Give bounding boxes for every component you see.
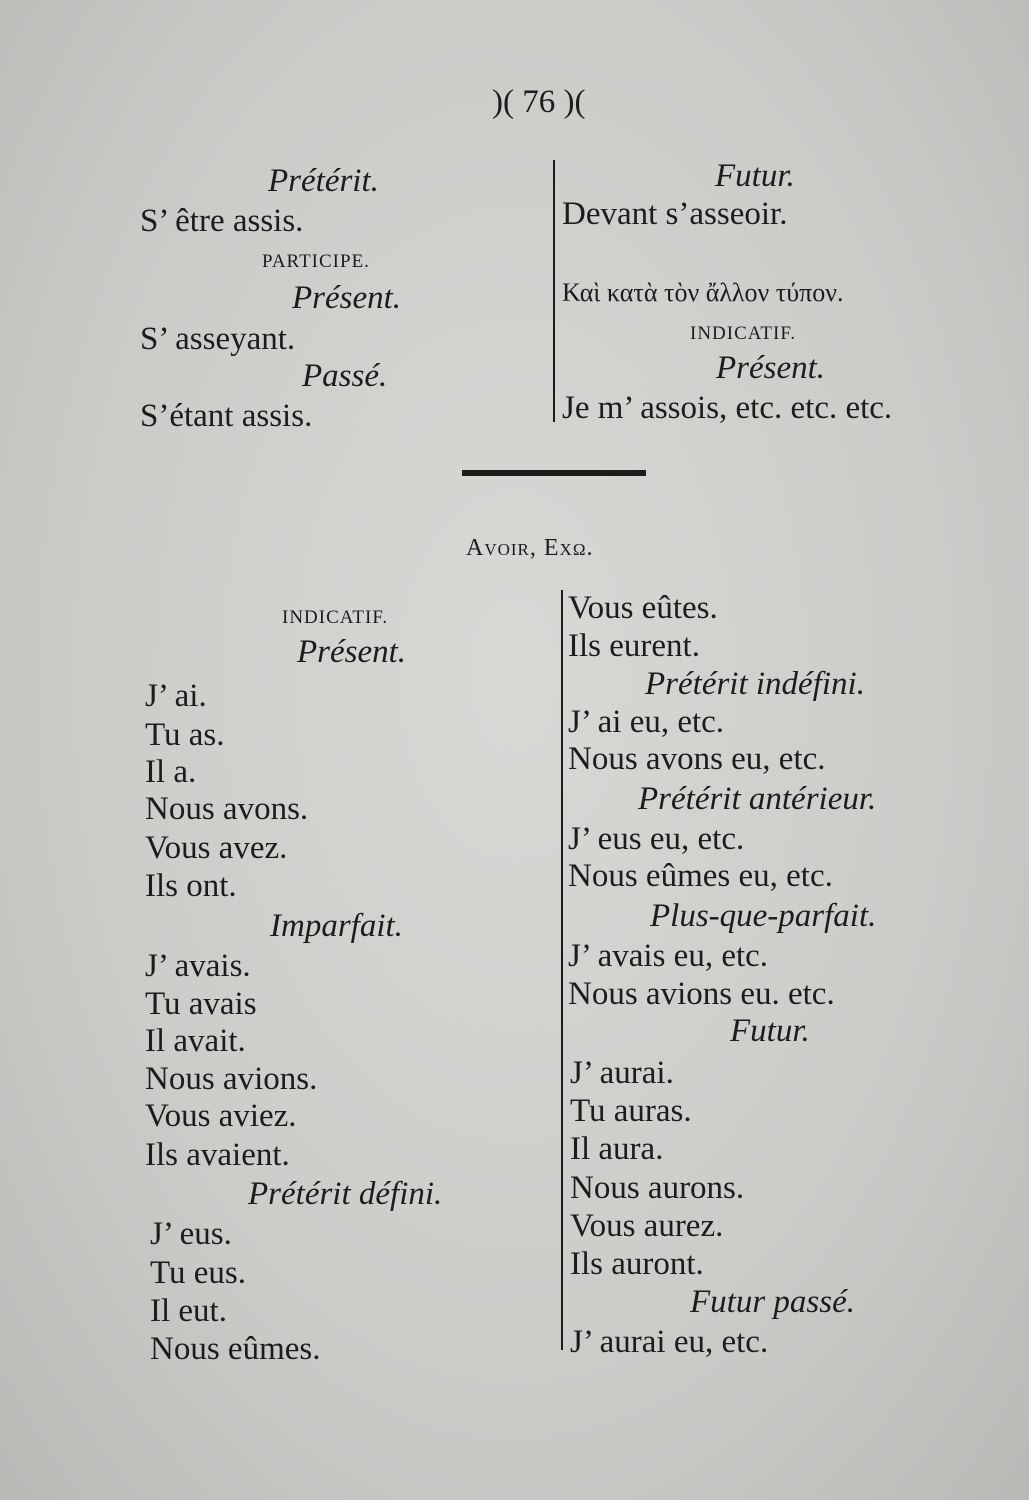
conjugation-line: Ils auront. <box>570 1246 704 1282</box>
conjugation-line: J’ avais eu, etc. <box>568 938 769 974</box>
conjugation-line: J’ eus eu, etc. <box>568 821 745 857</box>
heading-futur-passe: Futur passé. <box>690 1284 855 1320</box>
section-separator <box>462 470 646 476</box>
conjugation-line: J’ avais. <box>145 948 251 984</box>
heading-preterit-defini: Prétérit défini. <box>248 1176 443 1212</box>
conjugation-line: J’ ai eu, etc. <box>568 704 725 740</box>
conjugation-line: Nous aurons. <box>570 1170 745 1206</box>
column-divider-top <box>553 160 555 422</box>
conjugation-line: J’ aurai. <box>570 1055 674 1091</box>
conjugation-line: Vous eûtes. <box>568 590 718 626</box>
conjugation-line: S’ être assis. <box>140 203 304 239</box>
heading-present: Présent. <box>716 350 826 386</box>
conjugation-line: S’ asseyant. <box>140 321 296 357</box>
heading-futur: Futur. <box>730 1013 810 1049</box>
conjugation-line: Ils eurent. <box>568 628 700 664</box>
heading-imparfait: Imparfait. <box>270 908 403 944</box>
section-title <box>466 536 593 560</box>
conjugation-line: Nous avons eu, etc. <box>568 741 826 777</box>
conjugation-line: Vous aurez. <box>570 1208 724 1244</box>
heading-indicatif: INDICATIF. <box>282 607 389 628</box>
conjugation-line: Devant s’asseoir. <box>562 196 788 232</box>
conjugation-line: Tu avais <box>145 986 257 1022</box>
conjugation-line: Nous eûmes eu, etc. <box>568 858 833 894</box>
heading-preterit-anterieur: Prétérit antérieur. <box>638 781 877 817</box>
heading-preterit-indefini: Prétérit indéfini. <box>645 666 865 702</box>
heading-passe: Passé. <box>302 358 388 394</box>
conjugation-line: Il a. <box>145 754 197 790</box>
heading-plus-que-parfait: Plus-que-parfait. <box>650 898 877 934</box>
conjugation-line: S’étant assis. <box>140 398 313 434</box>
heading-present: Présent. <box>297 634 407 670</box>
heading-futur: Futur. <box>715 158 795 194</box>
section-title-verb: Avoir, <box>466 535 537 561</box>
section-title-greek: Εχω. <box>543 535 594 561</box>
conjugation-line: Vous avez. <box>145 830 288 866</box>
conjugation-line: Tu auras. <box>570 1093 692 1129</box>
conjugation-line: Nous avions eu. etc. <box>568 976 835 1012</box>
conjugation-line: Vous aviez. <box>145 1098 297 1134</box>
conjugation-line: J’ aurai eu, etc. <box>570 1324 769 1360</box>
conjugation-line: Nous avions. <box>145 1061 318 1097</box>
heading-indicatif: INDICATIF. <box>690 323 797 344</box>
heading-participe: PARTICIPE. <box>262 251 370 272</box>
conjugation-line: Il aura. <box>570 1131 664 1167</box>
conjugation-line: J’ eus. <box>150 1216 232 1252</box>
conjugation-line: Je m’ assois, etc. etc. etc. <box>562 390 893 426</box>
conjugation-line: J’ ai. <box>145 678 207 714</box>
column-divider-bottom <box>561 590 563 1350</box>
conjugation-line: Nous eûmes. <box>150 1331 321 1367</box>
conjugation-line: Il avait. <box>145 1023 246 1059</box>
conjugation-line: Tu eus. <box>150 1255 246 1291</box>
page-number: )( 76 )( <box>492 84 586 120</box>
conjugation-line: Il eut. <box>150 1293 227 1329</box>
heading-present: Présent. <box>292 280 402 316</box>
greek-line: Καὶ κατὰ τὸν ἄλλον τύπον. <box>562 278 844 307</box>
conjugation-line: Ils avaient. <box>145 1137 290 1173</box>
conjugation-line: Ils ont. <box>145 868 237 904</box>
heading-preterit: Prétérit. <box>268 163 379 199</box>
conjugation-line: Tu as. <box>145 717 225 753</box>
conjugation-line: Nous avons. <box>145 791 309 827</box>
